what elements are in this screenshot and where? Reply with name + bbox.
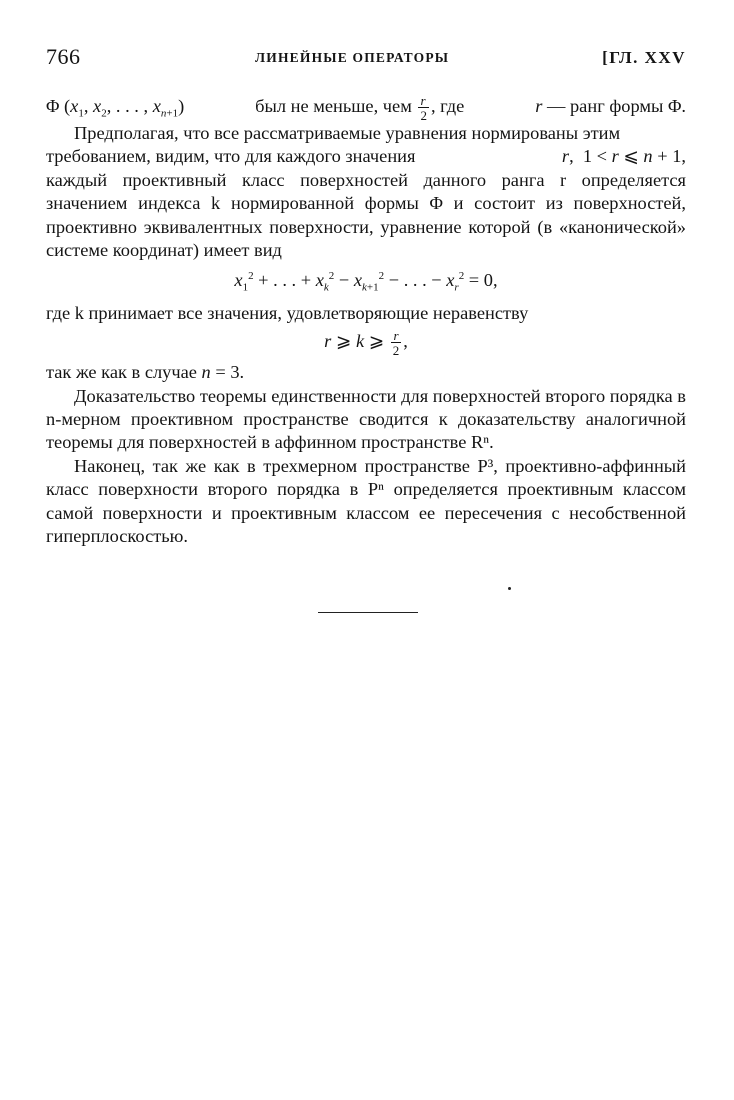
formula-inequality: r ⩾ k ⩾ $\frac{r}{2}$ , — [324, 328, 408, 359]
stray-dot — [508, 587, 511, 590]
form-phi: Φ ($x_1$, $x_2$, . . . , $x_{n+1}$) — [46, 96, 185, 120]
where-k-text: где k принимает все значения, удовлетворяющие неравенству — [46, 302, 529, 323]
line1-tail: был не меньше, чем $\frac{r}{2}$ , где — [255, 93, 465, 123]
para3: Наконец, так же как в трехмерном пространстве P³, проективно-аффинный класс поверхности второго порядка в Pⁿ определяется проективным классом самой поверхности и проективным классом ее пересечения с несобственной гиперплоскостью. — [46, 455, 686, 547]
para2: Доказательство теоремы единственности для поверхностей второго порядка в n-мерном проективном пространстве сводится к доказательству аналогичной теоремы для поверхностей в аффинном пространстве Rⁿ. — [46, 385, 686, 453]
page-number: 766 — [46, 44, 81, 69]
para1-line2: требованием, видим, что для каждого значения r, 1 < r ⩽ n + 1, — [46, 146, 686, 167]
page-header — [46, 44, 686, 74]
same-case-line: так же как в случае n = 3. — [46, 362, 245, 383]
running-title: ЛИНЕЙНЫЕ ОПЕРАТОРЫ — [255, 50, 450, 65]
end-rule — [318, 612, 418, 613]
line1-rank: r — ранг формы Φ. — [535, 96, 686, 117]
chapter-label: [ГЛ. XXV — [602, 48, 686, 67]
para1-line1: Предполагая, что все рассматриваемые уравнения нормированы этим — [74, 123, 621, 143]
text-line-1 — [46, 94, 686, 122]
page-body — [46, 94, 686, 549]
para1-rest: каждый проективный класс поверхностей данного ранга r определяется значением индекса k нормированной формы Φ и состоит из поверхностей, проективно эквивалентных поверхности, уравнение которой (в «канонической» системе координат) имеет вид — [46, 169, 686, 261]
formula-canonical: $x_1^2$ + . . . + $x_k^2 - x_{k+1}^2$ − . . . − $x_r^2 = 0$, — [234, 270, 498, 295]
fraction-r-over-2: $\frac{r}{2}$ — [420, 93, 427, 123]
